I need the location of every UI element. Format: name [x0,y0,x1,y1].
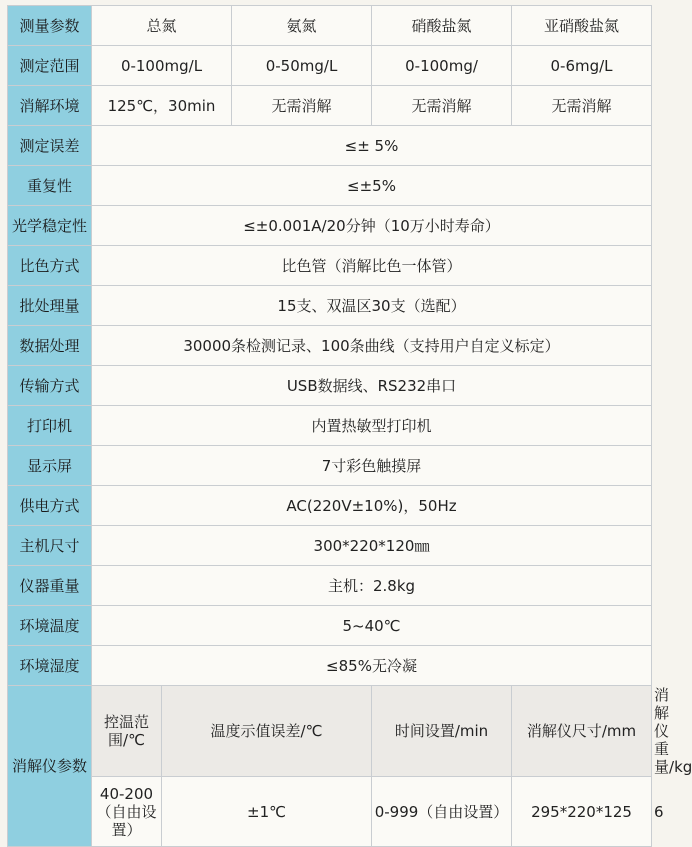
table-row [8,6,652,46]
cell-value: 0-50mg/L [232,46,372,86]
table-row [8,526,652,566]
cell-value: AC(220V±10%)，50Hz [92,486,652,526]
table-row [8,166,652,206]
cell-value: ≤85%无冷凝 [92,646,652,686]
cell-value: ±1℃ [162,777,372,847]
table-row: 40-200（自由设置） ±1℃ 0-999（自由设置） 295*220*125 6 [8,777,652,847]
cell-value: 0-100mg/ [372,46,512,86]
row-label: 光学稳定性 [8,206,92,246]
table-row [8,126,652,166]
row-label: 测定误差 [8,126,92,166]
cell-value: 无需消解 [372,86,512,126]
table-row [8,486,652,526]
row-label: 传输方式 [8,366,92,406]
table-row [8,326,652,366]
cell-value: 比色管（消解比色一体管） [92,246,652,286]
cell-value: ≤± 5% [92,126,652,166]
table-row [8,646,652,686]
sub-header: 温度示值误差/℃ [162,686,372,777]
col-nitrite-nitrogen: 亚硝酸盐氮 [512,6,652,46]
sub-header: 时间设置/min [372,686,512,777]
cell-value: USB数据线、RS232串口 [92,366,652,406]
cell-value: 0-999（自由设置） [372,777,512,847]
cell-value: 无需消解 [232,86,372,126]
col-nitrate-nitrogen: 硝酸盐氮 [372,6,512,46]
cell-value: 7寸彩色触摸屏 [92,446,652,486]
cell-value: 内置热敏型打印机 [92,406,652,446]
cell-value: ≤±0.001A/20分钟（10万小时寿命） [92,206,652,246]
table-row [8,406,652,446]
row-label-digestion: 消解环境 [8,86,92,126]
table-row [8,366,652,406]
sub-header: 控温范围/℃ [92,686,162,777]
row-label-digester: 消解仪参数 [8,686,92,847]
col-ammonia-nitrogen: 氨氮 [232,6,372,46]
table-row [8,246,652,286]
table-row [8,86,652,126]
table-row [8,46,652,86]
row-label: 供电方式 [8,486,92,526]
table-row: 消解仪参数 控温范围/℃ 温度示值误差/℃ 时间设置/min 消解仪尺寸/mm 消解仪重量/kg [8,686,652,777]
spec-table [7,5,692,847]
table-row [8,286,652,326]
cell-value: 主机：2.8kg [92,566,652,606]
row-label: 主机尺寸 [8,526,92,566]
col-total-nitrogen: 总氮 [92,6,232,46]
row-label: 打印机 [8,406,92,446]
row-label: 重复性 [8,166,92,206]
cell-value: 125℃，30min [92,86,232,126]
row-label-range: 测定范围 [8,46,92,86]
table-row [8,606,652,646]
row-label-params: 测量参数 [8,6,92,46]
row-label: 环境湿度 [8,646,92,686]
table-row [8,566,652,606]
cell-value: 0-6mg/L [512,46,652,86]
cell-value: 15支、双温区30支（选配） [92,286,652,326]
row-label: 显示屏 [8,446,92,486]
cell-value: 295*220*125 [512,777,652,847]
cell-value: 0-100mg/L [92,46,232,86]
table-row [8,206,652,246]
cell-value: 300*220*120㎜ [92,526,652,566]
table-row [8,446,652,486]
row-label: 环境温度 [8,606,92,646]
sub-header: 消解仪尺寸/mm [512,686,652,777]
row-label: 数据处理 [8,326,92,366]
row-label: 仪器重量 [8,566,92,606]
cell-value: 30000条检测记录、100条曲线（支持用户自定义标定） [92,326,652,366]
cell-value: ≤±5% [92,166,652,206]
cell-value: 无需消解 [512,86,652,126]
row-label: 批处理量 [8,286,92,326]
cell-value: 40-200（自由设置） [92,777,162,847]
row-label: 比色方式 [8,246,92,286]
cell-value: 5~40℃ [92,606,652,646]
